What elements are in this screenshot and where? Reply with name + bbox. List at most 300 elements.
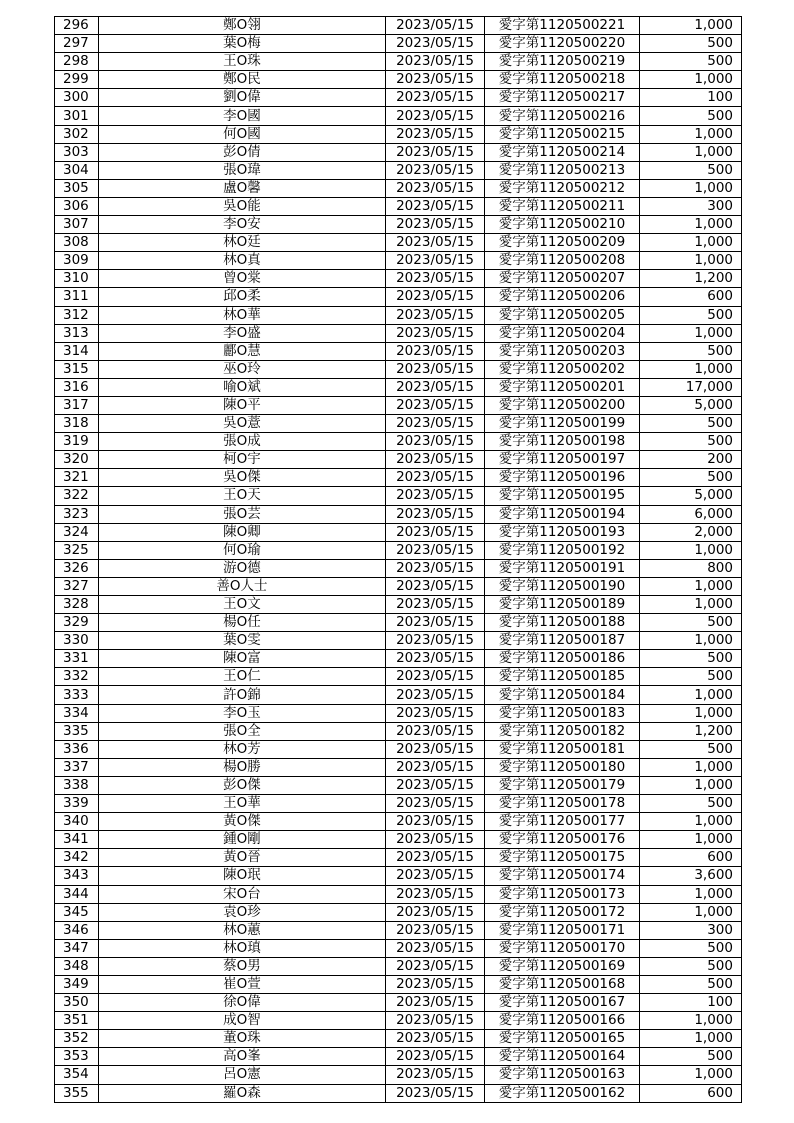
donation-date: 2023/05/15	[386, 776, 485, 794]
donation-date: 2023/05/15	[386, 125, 485, 143]
donation-amount: 600	[640, 1084, 742, 1102]
donor-name: 蔡O男	[99, 957, 386, 975]
donation-amount: 500	[640, 650, 742, 668]
donation-amount: 1,000	[640, 831, 742, 849]
donation-amount: 300	[640, 197, 742, 215]
table-row	[55, 125, 742, 143]
table-row	[55, 975, 742, 993]
donation-date: 2023/05/15	[386, 17, 485, 35]
row-number: 354	[55, 1066, 99, 1084]
row-number: 353	[55, 1048, 99, 1066]
donor-name: 王O天	[99, 487, 386, 505]
row-number: 332	[55, 668, 99, 686]
donation-date: 2023/05/15	[386, 885, 485, 903]
table-row	[55, 396, 742, 414]
receipt-number: 愛字第1120500177	[485, 813, 640, 831]
row-number: 343	[55, 867, 99, 885]
table-row	[55, 650, 742, 668]
donor-name: 王O華	[99, 795, 386, 813]
row-number: 313	[55, 324, 99, 342]
receipt-number: 愛字第1120500168	[485, 975, 640, 993]
donor-name: 游O德	[99, 559, 386, 577]
row-number: 309	[55, 252, 99, 270]
receipt-number: 愛字第1120500170	[485, 939, 640, 957]
donation-date: 2023/05/15	[386, 903, 485, 921]
donation-date: 2023/05/15	[386, 541, 485, 559]
receipt-number: 愛字第1120500183	[485, 704, 640, 722]
table-row	[55, 487, 742, 505]
donation-date: 2023/05/15	[386, 939, 485, 957]
row-number: 318	[55, 415, 99, 433]
row-number: 331	[55, 650, 99, 668]
donor-name: 呂O憲	[99, 1066, 386, 1084]
donation-date: 2023/05/15	[386, 306, 485, 324]
donor-name: 張O瑋	[99, 161, 386, 179]
receipt-number: 愛字第1120500195	[485, 487, 640, 505]
row-number: 323	[55, 505, 99, 523]
donor-name: 酈O慧	[99, 342, 386, 360]
table-row	[55, 306, 742, 324]
donation-amount: 1,000	[640, 596, 742, 614]
donation-date: 2023/05/15	[386, 415, 485, 433]
table-row	[55, 632, 742, 650]
donation-date: 2023/05/15	[386, 487, 485, 505]
donation-amount: 1,000	[640, 632, 742, 650]
row-number: 301	[55, 107, 99, 125]
receipt-number: 愛字第1120500214	[485, 143, 640, 161]
donation-amount: 1,000	[640, 704, 742, 722]
donation-date: 2023/05/15	[386, 288, 485, 306]
donation-date: 2023/05/15	[386, 831, 485, 849]
table-row	[55, 161, 742, 179]
table-row	[55, 813, 742, 831]
donation-date: 2023/05/15	[386, 1012, 485, 1030]
receipt-number: 愛字第1120500201	[485, 378, 640, 396]
donation-amount: 200	[640, 451, 742, 469]
row-number: 335	[55, 722, 99, 740]
donation-amount: 500	[640, 975, 742, 993]
donation-date: 2023/05/15	[386, 686, 485, 704]
donation-table	[54, 16, 742, 1103]
donor-name: 張O成	[99, 433, 386, 451]
donor-name: 董O珠	[99, 1030, 386, 1048]
donation-date: 2023/05/15	[386, 795, 485, 813]
receipt-number: 愛字第1120500216	[485, 107, 640, 125]
row-number: 317	[55, 396, 99, 414]
row-number: 319	[55, 433, 99, 451]
donor-name: 巫O玲	[99, 360, 386, 378]
table-row	[55, 740, 742, 758]
donation-amount: 500	[640, 342, 742, 360]
donation-date: 2023/05/15	[386, 342, 485, 360]
table-row	[55, 885, 742, 903]
receipt-number: 愛字第1120500219	[485, 53, 640, 71]
receipt-number: 愛字第1120500221	[485, 17, 640, 35]
table-row	[55, 324, 742, 342]
table-row	[55, 1048, 742, 1066]
row-number: 328	[55, 596, 99, 614]
donor-name: 陳O平	[99, 396, 386, 414]
donation-date: 2023/05/15	[386, 758, 485, 776]
donation-amount: 1,000	[640, 1066, 742, 1084]
donor-name: 吳O能	[99, 197, 386, 215]
donation-amount: 500	[640, 469, 742, 487]
table-row	[55, 614, 742, 632]
row-number: 297	[55, 35, 99, 53]
row-number: 303	[55, 143, 99, 161]
donation-date: 2023/05/15	[386, 867, 485, 885]
donor-name: 宋O台	[99, 885, 386, 903]
donor-name: 楊O任	[99, 614, 386, 632]
row-number: 299	[55, 71, 99, 89]
row-number: 325	[55, 541, 99, 559]
table-row	[55, 143, 742, 161]
table-row	[55, 867, 742, 885]
row-number: 349	[55, 975, 99, 993]
receipt-number: 愛字第1120500173	[485, 885, 640, 903]
donation-amount: 300	[640, 921, 742, 939]
donation-amount: 1,000	[640, 577, 742, 595]
row-number: 350	[55, 994, 99, 1012]
receipt-number: 愛字第1120500189	[485, 596, 640, 614]
donation-amount: 800	[640, 559, 742, 577]
row-number: 316	[55, 378, 99, 396]
donation-date: 2023/05/15	[386, 632, 485, 650]
donation-amount: 500	[640, 740, 742, 758]
donation-date: 2023/05/15	[386, 668, 485, 686]
donation-date: 2023/05/15	[386, 360, 485, 378]
receipt-number: 愛字第1120500202	[485, 360, 640, 378]
donation-amount: 500	[640, 957, 742, 975]
receipt-number: 愛字第1120500215	[485, 125, 640, 143]
table-row	[55, 252, 742, 270]
row-number: 306	[55, 197, 99, 215]
row-number: 355	[55, 1084, 99, 1102]
donation-date: 2023/05/15	[386, 813, 485, 831]
table-row	[55, 1084, 742, 1102]
donation-amount: 1,200	[640, 722, 742, 740]
donation-amount: 1,000	[640, 686, 742, 704]
row-number: 308	[55, 234, 99, 252]
receipt-number: 愛字第1120500171	[485, 921, 640, 939]
table-row	[55, 686, 742, 704]
receipt-number: 愛字第1120500207	[485, 270, 640, 288]
row-number: 334	[55, 704, 99, 722]
donation-amount: 1,000	[640, 903, 742, 921]
donation-date: 2023/05/15	[386, 523, 485, 541]
receipt-number: 愛字第1120500220	[485, 35, 640, 53]
row-number: 326	[55, 559, 99, 577]
receipt-number: 愛字第1120500175	[485, 849, 640, 867]
donation-amount: 600	[640, 849, 742, 867]
receipt-number: 愛字第1120500199	[485, 415, 640, 433]
row-number: 310	[55, 270, 99, 288]
table-row	[55, 722, 742, 740]
donor-name: 柯O宇	[99, 451, 386, 469]
donor-name: 劉O偉	[99, 89, 386, 107]
table-row	[55, 342, 742, 360]
donor-name: 善O人士	[99, 577, 386, 595]
donor-name: 李O安	[99, 216, 386, 234]
table-row	[55, 921, 742, 939]
donor-name: 成O智	[99, 1012, 386, 1030]
donor-name: 曾O棠	[99, 270, 386, 288]
donor-name: 黃O晉	[99, 849, 386, 867]
donation-date: 2023/05/15	[386, 921, 485, 939]
table-row	[55, 1030, 742, 1048]
receipt-number: 愛字第1120500190	[485, 577, 640, 595]
row-number: 300	[55, 89, 99, 107]
donation-amount: 600	[640, 288, 742, 306]
donation-amount: 500	[640, 415, 742, 433]
donation-date: 2023/05/15	[386, 433, 485, 451]
donor-name: 王O仁	[99, 668, 386, 686]
row-number: 322	[55, 487, 99, 505]
table-row	[55, 197, 742, 215]
receipt-number: 愛字第1120500188	[485, 614, 640, 632]
donor-name: 盧O馨	[99, 179, 386, 197]
donation-date: 2023/05/15	[386, 596, 485, 614]
donor-name: 吳O薏	[99, 415, 386, 433]
donation-date: 2023/05/15	[386, 957, 485, 975]
donor-name: 林O真	[99, 252, 386, 270]
row-number: 339	[55, 795, 99, 813]
receipt-number: 愛字第1120500164	[485, 1048, 640, 1066]
donor-name: 徐O偉	[99, 994, 386, 1012]
table-row	[55, 776, 742, 794]
donation-amount: 6,000	[640, 505, 742, 523]
donation-date: 2023/05/15	[386, 324, 485, 342]
donor-name: 何O瑜	[99, 541, 386, 559]
receipt-number: 愛字第1120500178	[485, 795, 640, 813]
receipt-number: 愛字第1120500192	[485, 541, 640, 559]
donation-date: 2023/05/15	[386, 216, 485, 234]
table-row	[55, 831, 742, 849]
donation-amount: 1,000	[640, 17, 742, 35]
donor-name: 羅O森	[99, 1084, 386, 1102]
donor-name: 鄭O翎	[99, 17, 386, 35]
row-number: 304	[55, 161, 99, 179]
donor-name: 林O瑱	[99, 939, 386, 957]
donor-name: 李O國	[99, 107, 386, 125]
donation-date: 2023/05/15	[386, 1030, 485, 1048]
receipt-number: 愛字第1120500197	[485, 451, 640, 469]
table-row	[55, 288, 742, 306]
donation-date: 2023/05/15	[386, 35, 485, 53]
donation-amount: 1,000	[640, 885, 742, 903]
receipt-number: 愛字第1120500180	[485, 758, 640, 776]
row-number: 333	[55, 686, 99, 704]
receipt-number: 愛字第1120500198	[485, 433, 640, 451]
donation-amount: 5,000	[640, 396, 742, 414]
donor-name: 林O華	[99, 306, 386, 324]
table-row	[55, 849, 742, 867]
receipt-number: 愛字第1120500182	[485, 722, 640, 740]
row-number: 348	[55, 957, 99, 975]
receipt-number: 愛字第1120500187	[485, 632, 640, 650]
donation-amount: 500	[640, 306, 742, 324]
receipt-number: 愛字第1120500205	[485, 306, 640, 324]
donation-amount: 100	[640, 89, 742, 107]
donation-amount: 1,000	[640, 216, 742, 234]
donation-date: 2023/05/15	[386, 975, 485, 993]
donation-date: 2023/05/15	[386, 1066, 485, 1084]
row-number: 298	[55, 53, 99, 71]
receipt-number: 愛字第1120500204	[485, 324, 640, 342]
donation-amount: 1,000	[640, 179, 742, 197]
table-row	[55, 994, 742, 1012]
donation-amount: 1,000	[640, 324, 742, 342]
donation-table-body	[55, 17, 742, 1103]
donation-date: 2023/05/15	[386, 234, 485, 252]
donation-date: 2023/05/15	[386, 89, 485, 107]
table-row	[55, 758, 742, 776]
donation-date: 2023/05/15	[386, 107, 485, 125]
donation-amount: 100	[640, 994, 742, 1012]
donation-date: 2023/05/15	[386, 378, 485, 396]
donation-amount: 500	[640, 668, 742, 686]
table-row	[55, 234, 742, 252]
donor-name: 彭O倩	[99, 143, 386, 161]
donation-date: 2023/05/15	[386, 71, 485, 89]
row-number: 305	[55, 179, 99, 197]
donor-name: 黃O傑	[99, 813, 386, 831]
donor-name: 陳O富	[99, 650, 386, 668]
receipt-number: 愛字第1120500196	[485, 469, 640, 487]
row-number: 351	[55, 1012, 99, 1030]
row-number: 337	[55, 758, 99, 776]
donation-amount: 5,000	[640, 487, 742, 505]
receipt-number: 愛字第1120500191	[485, 559, 640, 577]
table-row	[55, 577, 742, 595]
receipt-number: 愛字第1120500213	[485, 161, 640, 179]
donation-date: 2023/05/15	[386, 577, 485, 595]
table-row	[55, 35, 742, 53]
table-row	[55, 559, 742, 577]
row-number: 341	[55, 831, 99, 849]
row-number: 324	[55, 523, 99, 541]
donation-amount: 1,000	[640, 813, 742, 831]
table-row	[55, 795, 742, 813]
donation-amount: 500	[640, 53, 742, 71]
donor-name: 王O文	[99, 596, 386, 614]
receipt-number: 愛字第1120500184	[485, 686, 640, 704]
donor-name: 邱O柔	[99, 288, 386, 306]
table-row	[55, 505, 742, 523]
receipt-number: 愛字第1120500167	[485, 994, 640, 1012]
table-row	[55, 179, 742, 197]
row-number: 352	[55, 1030, 99, 1048]
row-number: 321	[55, 469, 99, 487]
donation-date: 2023/05/15	[386, 505, 485, 523]
donation-date: 2023/05/15	[386, 1084, 485, 1102]
donor-name: 袁O珍	[99, 903, 386, 921]
donation-amount: 1,000	[640, 758, 742, 776]
row-number: 345	[55, 903, 99, 921]
donor-name: 鄭O民	[99, 71, 386, 89]
table-row	[55, 360, 742, 378]
donation-amount: 1,000	[640, 1030, 742, 1048]
receipt-number: 愛字第1120500165	[485, 1030, 640, 1048]
table-row	[55, 903, 742, 921]
donor-name: 鍾O剛	[99, 831, 386, 849]
donation-amount: 500	[640, 35, 742, 53]
row-number: 327	[55, 577, 99, 595]
row-number: 314	[55, 342, 99, 360]
donor-name: 喻O斌	[99, 378, 386, 396]
table-row	[55, 939, 742, 957]
donation-date: 2023/05/15	[386, 252, 485, 270]
donation-amount: 500	[640, 1048, 742, 1066]
table-row	[55, 451, 742, 469]
donation-date: 2023/05/15	[386, 704, 485, 722]
donation-amount: 500	[640, 795, 742, 813]
donation-amount: 1,000	[640, 776, 742, 794]
row-number: 312	[55, 306, 99, 324]
donor-name: 李O玉	[99, 704, 386, 722]
donor-name: 崔O萱	[99, 975, 386, 993]
donor-name: 高O峯	[99, 1048, 386, 1066]
row-number: 336	[55, 740, 99, 758]
donation-date: 2023/05/15	[386, 614, 485, 632]
donor-name: 何O國	[99, 125, 386, 143]
receipt-number: 愛字第1120500163	[485, 1066, 640, 1084]
receipt-number: 愛字第1120500218	[485, 71, 640, 89]
row-number: 296	[55, 17, 99, 35]
donation-date: 2023/05/15	[386, 197, 485, 215]
donation-amount: 1,000	[640, 541, 742, 559]
donation-amount: 1,200	[640, 270, 742, 288]
receipt-number: 愛字第1120500172	[485, 903, 640, 921]
row-number: 338	[55, 776, 99, 794]
table-row	[55, 1012, 742, 1030]
donation-amount: 500	[640, 161, 742, 179]
receipt-number: 愛字第1120500200	[485, 396, 640, 414]
donation-amount: 1,000	[640, 1012, 742, 1030]
table-row	[55, 378, 742, 396]
row-number: 340	[55, 813, 99, 831]
donation-amount: 1,000	[640, 125, 742, 143]
donor-name: 林O芳	[99, 740, 386, 758]
table-row	[55, 270, 742, 288]
donation-amount: 1,000	[640, 360, 742, 378]
receipt-number: 愛字第1120500217	[485, 89, 640, 107]
table-row	[55, 17, 742, 35]
receipt-number: 愛字第1120500206	[485, 288, 640, 306]
donation-amount: 2,000	[640, 523, 742, 541]
receipt-number: 愛字第1120500194	[485, 505, 640, 523]
donation-date: 2023/05/15	[386, 722, 485, 740]
donation-date: 2023/05/15	[386, 143, 485, 161]
donation-date: 2023/05/15	[386, 1048, 485, 1066]
donation-amount: 1,000	[640, 234, 742, 252]
table-row	[55, 216, 742, 234]
row-number: 346	[55, 921, 99, 939]
receipt-number: 愛字第1120500211	[485, 197, 640, 215]
donor-name: 葉O雯	[99, 632, 386, 650]
donation-date: 2023/05/15	[386, 179, 485, 197]
donation-amount: 1,000	[640, 71, 742, 89]
row-number: 302	[55, 125, 99, 143]
donation-date: 2023/05/15	[386, 396, 485, 414]
donor-name: 陳O卿	[99, 523, 386, 541]
donation-amount: 1,000	[640, 143, 742, 161]
donor-name: 林O廷	[99, 234, 386, 252]
table-row	[55, 415, 742, 433]
receipt-number: 愛字第1120500212	[485, 179, 640, 197]
receipt-number: 愛字第1120500162	[485, 1084, 640, 1102]
donor-name: 楊O勝	[99, 758, 386, 776]
